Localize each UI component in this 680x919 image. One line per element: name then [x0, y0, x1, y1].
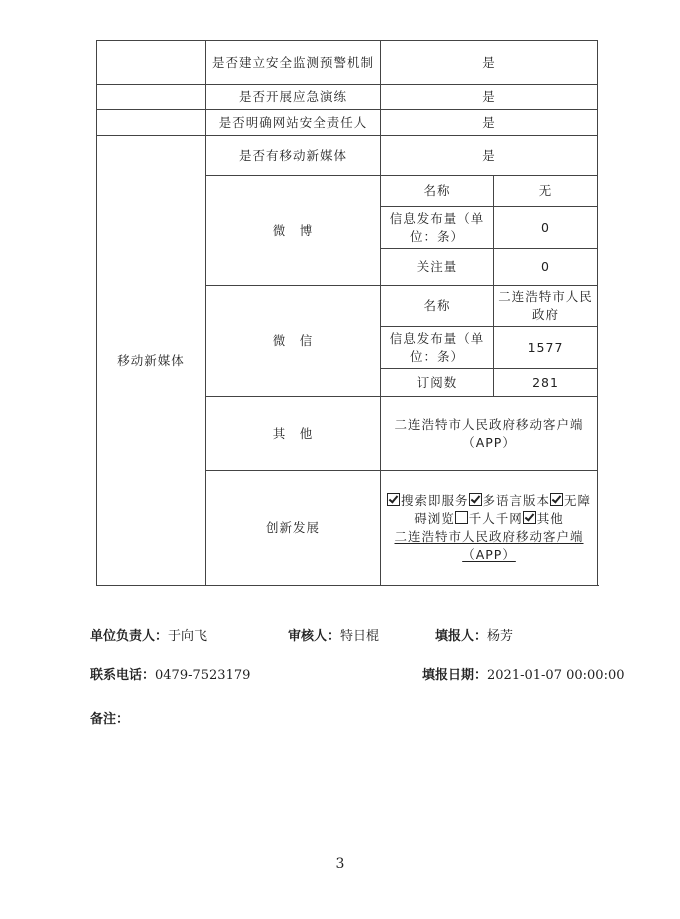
wechat-posts-value: 1577 — [494, 327, 598, 369]
page-number: 3 — [335, 856, 345, 872]
responsible-value: 是 — [381, 110, 598, 136]
filler — [435, 625, 513, 644]
option-search-service[interactable]: 搜索即服务 — [387, 493, 469, 508]
fill-date-label: 填报日期： — [422, 668, 488, 683]
checkbox-checked-icon[interactable] — [523, 511, 536, 524]
innovation-other-text: 二连浩特市人民政府移动客户端（APP） — [394, 529, 584, 562]
wechat-label: 微 信 — [206, 286, 381, 397]
filler-label: 填报人： — [435, 629, 488, 644]
has-mobile-label: 是否有移动新媒体 — [206, 136, 381, 176]
has-mobile-value: 是 — [381, 136, 598, 176]
phone-value: 0479-7523179 — [155, 668, 251, 683]
monitoring-value: 是 — [381, 41, 598, 85]
blank-cell — [97, 110, 206, 136]
wechat-name-label: 名称 — [381, 286, 494, 327]
innovation-options — [381, 471, 598, 586]
remark-label: 备注： — [90, 712, 130, 727]
mobile-section-label: 移动新媒体 — [97, 136, 206, 586]
drill-label: 是否开展应急演练 — [206, 85, 381, 110]
phone-label: 联系电话： — [90, 668, 156, 683]
wechat-posts-label: 信息发布量（单位：条） — [381, 327, 494, 369]
phone — [90, 664, 250, 683]
report-table — [96, 40, 598, 586]
fill-date — [422, 664, 625, 683]
checkbox-checked-icon[interactable] — [469, 493, 482, 506]
wechat-subs-label: 订阅数 — [381, 369, 494, 397]
drill-value: 是 — [381, 85, 598, 110]
weibo-label: 微 博 — [206, 176, 381, 286]
option-other[interactable]: 其他 — [523, 511, 564, 526]
remark — [90, 708, 129, 727]
other-label: 其 他 — [206, 397, 381, 471]
innovation-label: 创新发展 — [206, 471, 381, 586]
weibo-name-label: 名称 — [381, 176, 494, 207]
checkbox-checked-icon[interactable] — [387, 493, 400, 506]
reviewer-value: 特日棍 — [340, 629, 380, 644]
weibo-name-value: 无 — [494, 176, 598, 207]
blank-cell — [97, 41, 206, 85]
filler-value: 杨芳 — [487, 629, 514, 644]
reviewer-label: 审核人： — [288, 629, 341, 644]
option-personalized[interactable]: 千人千网 — [455, 511, 523, 526]
option-accessibility[interactable]: 无障碍浏览 — [414, 493, 592, 526]
other-value: 二连浩特市人民政府移动客户端（APP） — [381, 397, 598, 471]
weibo-follow-value: 0 — [494, 249, 598, 286]
checkbox-checked-icon[interactable] — [550, 493, 563, 506]
unit-head — [90, 625, 207, 644]
weibo-posts-label: 信息发布量（单位：条） — [381, 207, 494, 249]
wechat-subs-value: 281 — [494, 369, 598, 397]
wechat-name-value: 二连浩特市人民政府 — [494, 286, 598, 327]
reviewer — [288, 625, 379, 644]
blank-cell — [97, 85, 206, 110]
checkbox-unchecked-icon[interactable] — [455, 511, 468, 524]
unit-head-value: 于向飞 — [168, 629, 208, 644]
fill-date-value: 2021-01-07 00:00:00 — [487, 668, 625, 683]
weibo-follow-label: 关注量 — [381, 249, 494, 286]
monitoring-label: 是否建立安全监测预警机制 — [206, 41, 381, 85]
innovation-checkbox-row — [385, 492, 593, 528]
unit-head-label: 单位负责人： — [90, 629, 169, 644]
option-multilingual[interactable]: 多语言版本 — [469, 493, 551, 508]
weibo-posts-value: 0 — [494, 207, 598, 249]
responsible-label: 是否明确网站安全责任人 — [206, 110, 381, 136]
